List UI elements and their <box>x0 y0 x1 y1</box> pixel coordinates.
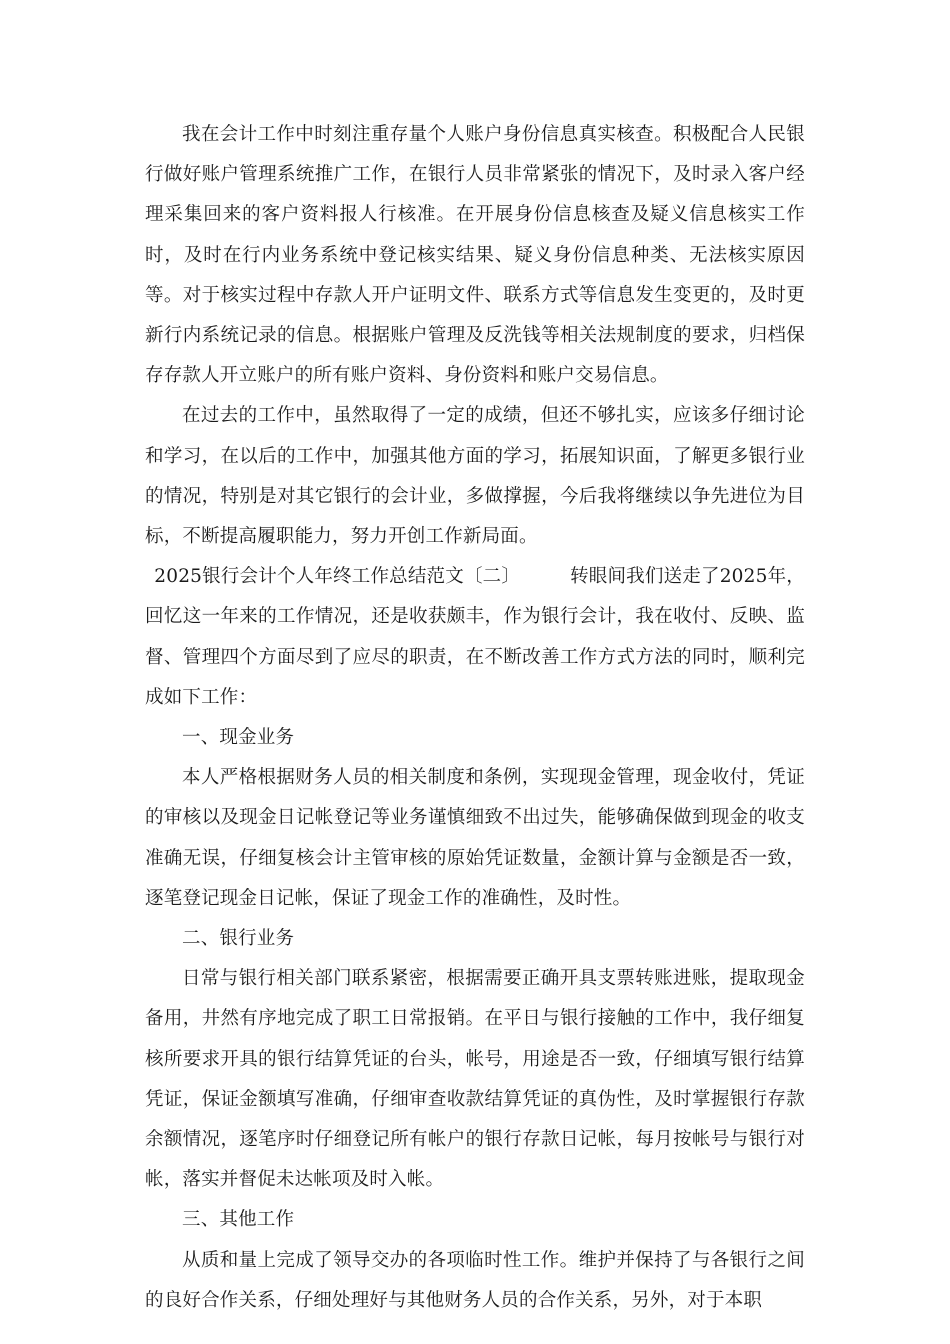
paragraph-identity-verification: 我在会计工作中时刻注重存量个人账户身份信息真实核查。积极配合人民银行做好账户管理系统推广工作，在银行人员非常紧张的情况下，及时录入客户经理采集回来的客户资料报人行核准。在开展身份信息核查及疑义信息核实工作时，及时在行内业务系统中登记核实结果、疑义身份信息种类、无法核实原因等。对于核实过程中存款人开户证明文件、联系方式等信息发生变更的，及时更新行内系统记录的信息。根据账户管理及反洗钱等相关法规制度的要求，归档保存存款人开立账户的所有账户资料、身份资料和账户交易信息。 <box>145 124 805 387</box>
document-body <box>145 115 805 1321</box>
document-title: 2025银行会计个人年终工作总结范文〔二〕 <box>154 566 521 588</box>
paragraph-cash-business: 本人严格根据财务人员的相关制度和条例，实现现金管理，现金收付，凭证的审核以及现金日记帐登记等业务谨慎细致不出过失，能够确保做到现金的收支准确无误，仔细复核会计主管审核的原始凭证数量，金额计算与金额是否一致，逐笔登记现金日记帐，保证了现金工作的准确性，及时性。 <box>145 767 805 909</box>
paragraph-other-work: 从质和量上完成了领导交办的各项临时性工作。维护并保持了与各银行之间的良好合作关系，仔细处理好与其他财务人员的合作关系，另外，对于本职 <box>145 1249 805 1311</box>
paragraph-self-assessment: 在过去的工作中，虽然取得了一定的成绩，但还不够扎实，应该多仔细讨论和学习，在以后的工作中，加强其他方面的学习，拓展知识面，了解更多银行业的情况，特别是对其它银行的会计业，多做撑握，今后我将继续以争先进位为目标，不断提高履职能力，努力开创工作新局面。 <box>145 405 805 548</box>
section-title-line <box>145 557 805 718</box>
heading-bank-business: 二、银行业务 <box>182 928 295 950</box>
heading-other-work: 三、其他工作 <box>182 1209 295 1231</box>
intro-text: 转眼间我们送走了2025年，回忆这一年来的工作情况，还是收获颇丰，作为银行会计，我在收付、反映、监督、管理四个方面尽到了应尽的职责，在不断改善工作方式方法的同时，顺利完成如下工作： <box>145 566 805 708</box>
heading-cash-business: 一、现金业务 <box>182 727 295 749</box>
paragraph-bank-business: 日常与银行相关部门联系紧密，根据需要正确开具支票转账进账，提取现金备用，井然有序地完成了职工日常报销。在平日与银行接触的工作中，我仔细复核所要求开具的银行结算凭证的台头，帐号，用途是否一致，仔细填写银行结算凭证，保证金额填写准确，仔细审查收款结算凭证的真伪性，及时掌握银行存款余额情况，逐笔序时仔细登记所有帐户的银行存款日记帐，每月按帐号与银行对帐，落实并督促未达帐项及时入帐。 <box>145 968 805 1191</box>
